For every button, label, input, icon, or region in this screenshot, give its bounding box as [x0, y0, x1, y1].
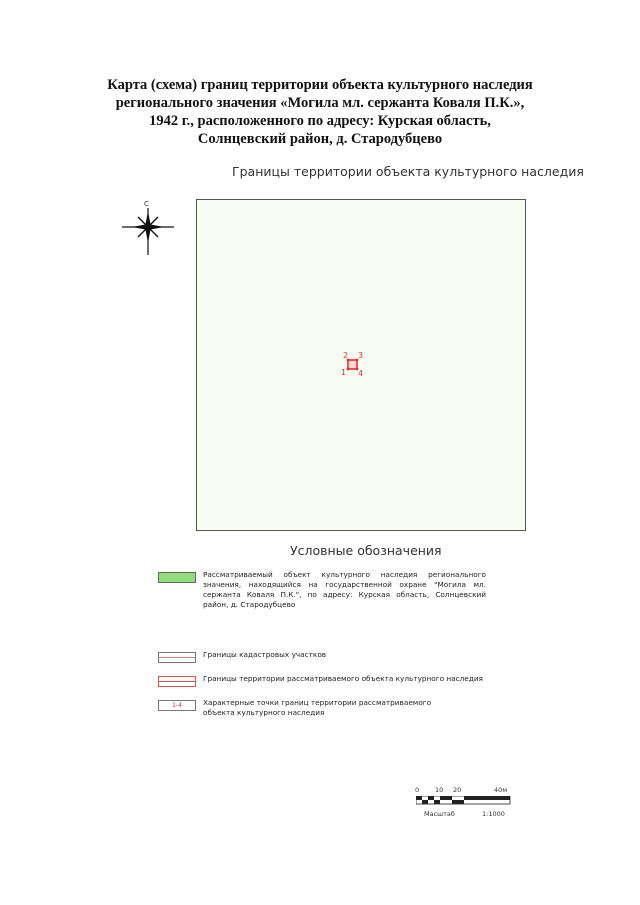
object-area-swatch [158, 572, 196, 583]
map-frame [196, 199, 526, 531]
title-line-2: регионального значения «Могила мл. сержанта Коваля П.К.», [115, 95, 525, 111]
boundary-polygon [348, 360, 357, 369]
title-line-4: Солнцевский район, д. Стародубцево [197, 131, 443, 147]
scale-tick-label: 40м [494, 786, 508, 794]
boundary-point-label: 3 [358, 351, 364, 360]
scale-bar [410, 786, 520, 826]
document-title [95, 76, 545, 148]
cadastral-boundary-swatch [158, 652, 196, 663]
scale-tick-label: 20 [453, 786, 462, 794]
scale-tick-label: 10 [435, 786, 444, 794]
boundary-point-label: 2 [343, 351, 349, 360]
legend-title: Условные обозначения [290, 543, 442, 558]
territory-boundary-swatch [158, 676, 196, 687]
scale-tick-label: 0 [415, 786, 420, 794]
north-arrow-icon [120, 197, 176, 257]
title-line-1: Карта (схема) границ территории объекта культурного наследия [107, 77, 533, 93]
boundary-point-label: 1 [341, 368, 347, 377]
characteristic-points-swatch: 1-4 [158, 700, 196, 711]
map-heading: Границы территории объекта культурного наследия [232, 164, 584, 179]
legend-item-text: Рассматриваемый объект культурного наследия регионального значения, находящийся на государственной охране "Могила мл. сержанта Коваля П.К.", по адресу: Курская область, Солнцевский район, д. Стародубцево [203, 570, 486, 609]
legend-item-text: Границы кадастровых участков [203, 650, 327, 659]
scale-caption: Масштаб [424, 810, 455, 818]
legend-item-text: Характерные точки границ территории рассматриваемого объекта культурного наследия [203, 698, 432, 717]
title-line-3: 1942 г., расположенного по адресу: Курская область, [149, 113, 491, 129]
legend-item-text: Границы территории рассматриваемого объекта культурного наследия [203, 674, 483, 683]
scale-ratio: 1:1000 [482, 810, 505, 818]
boundary-point-label: 4 [358, 369, 364, 378]
north-label: С [144, 200, 149, 208]
